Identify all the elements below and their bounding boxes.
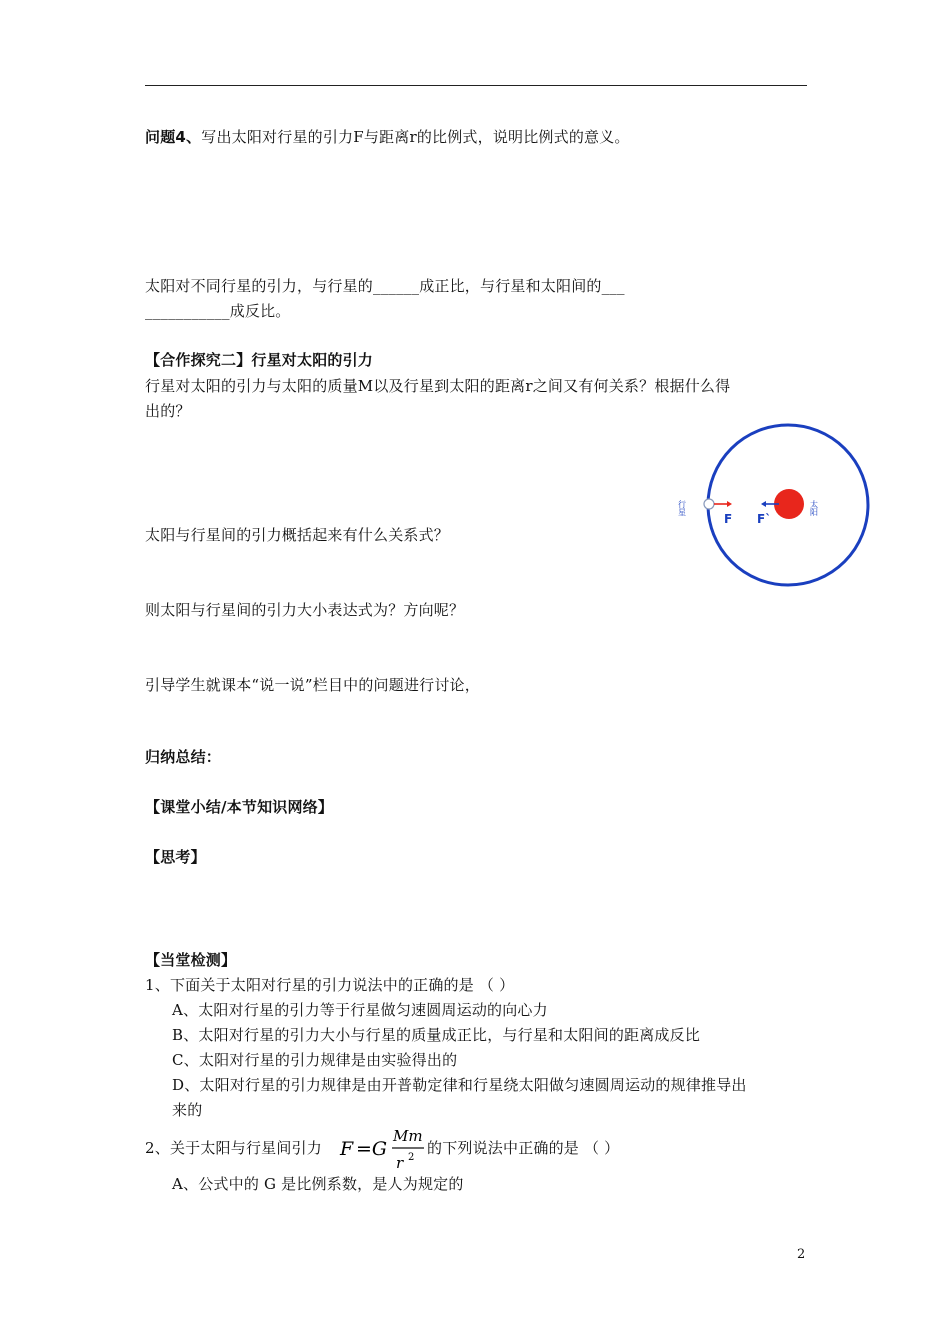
fill-blank-line-2: ___________成反比。 <box>145 302 291 320</box>
summary-heading: 归纳总结： <box>145 748 222 766</box>
test-question-2-before: 2、关于太阳与行星间引力 <box>145 1139 322 1157</box>
formula-eq: =G <box>356 1138 388 1160</box>
question-4-text: 写出太阳对行星的引力F与距离r的比例式，说明比例式的意义。 <box>201 128 630 146</box>
planet-icon <box>704 499 714 509</box>
test-question-2-after: 的下列说法中正确的是 （ ） <box>427 1139 620 1157</box>
q1-option-d-cont: 来的 <box>172 1101 203 1119</box>
force-label-f-prime: F` <box>757 512 772 526</box>
arrowhead-sun-icon <box>761 501 766 507</box>
question-relation: 太阳与行星间的引力概括起来有什么关系式？ <box>145 526 450 544</box>
sun-planet-diagram <box>668 420 878 590</box>
class-summary-heading: 【课堂小结/本节知识网络】 <box>145 798 334 816</box>
fill-blank-line-1: 太阳对不同行星的引力，与行星的______成正比，与行星和太阳间的___ <box>145 277 625 295</box>
think-heading: 【思考】 <box>145 848 206 866</box>
q1-option-b: B、太阳对行星的引力大小与行星的质量成正比，与行星和太阳间的距离成反比 <box>172 1026 701 1044</box>
test-question-1: 1、下面关于太阳对行星的引力说法中的正确的是 （ ） <box>145 976 515 994</box>
explore-2-heading: 【合作探究二】行星对太阳的引力 <box>145 351 374 369</box>
header-rule <box>145 85 807 86</box>
question-expression: 则太阳与行星间的引力大小表达式为？方向呢？ <box>145 601 465 619</box>
planet-label: 行星 <box>677 500 687 516</box>
test-heading: 【当堂检测】 <box>145 951 237 969</box>
gravitation-formula <box>338 1124 428 1172</box>
formula-denominator: r <box>396 1154 404 1172</box>
q1-option-a: A、太阳对行星的引力等于行星做匀速圆周运动的向心力 <box>172 1001 548 1019</box>
arrowhead-planet-icon <box>727 501 732 507</box>
q2-option-a: A、公式中的 G 是比例系数，是人为规定的 <box>172 1175 464 1193</box>
page-number: 2 <box>797 1247 806 1262</box>
sun-label: 太阳 <box>809 500 819 516</box>
guide-text: 引导学生就课本“说一说”栏目中的问题进行讨论， <box>145 676 480 694</box>
q1-option-d: D、太阳对行星的引力规律是由开普勒定律和行星绕太阳做匀速圆周运动的规律推导出 <box>172 1076 747 1094</box>
question-4-label: 问题4、 <box>145 128 202 146</box>
formula-lhs: F <box>340 1138 354 1160</box>
question-4 <box>145 125 630 149</box>
q1-option-c: C、太阳对行星的引力规律是由实验得出的 <box>172 1051 458 1069</box>
explore-2-line-1: 行星对太阳的引力与太阳的质量M以及行星到太阳的距离r之间又有何关系？根据什么得 <box>145 377 731 395</box>
force-label-f: F <box>724 512 733 526</box>
formula-exponent: 2 <box>408 1152 415 1163</box>
explore-2-line-2: 出的？ <box>145 402 191 420</box>
formula-numerator: Mm <box>393 1127 423 1145</box>
